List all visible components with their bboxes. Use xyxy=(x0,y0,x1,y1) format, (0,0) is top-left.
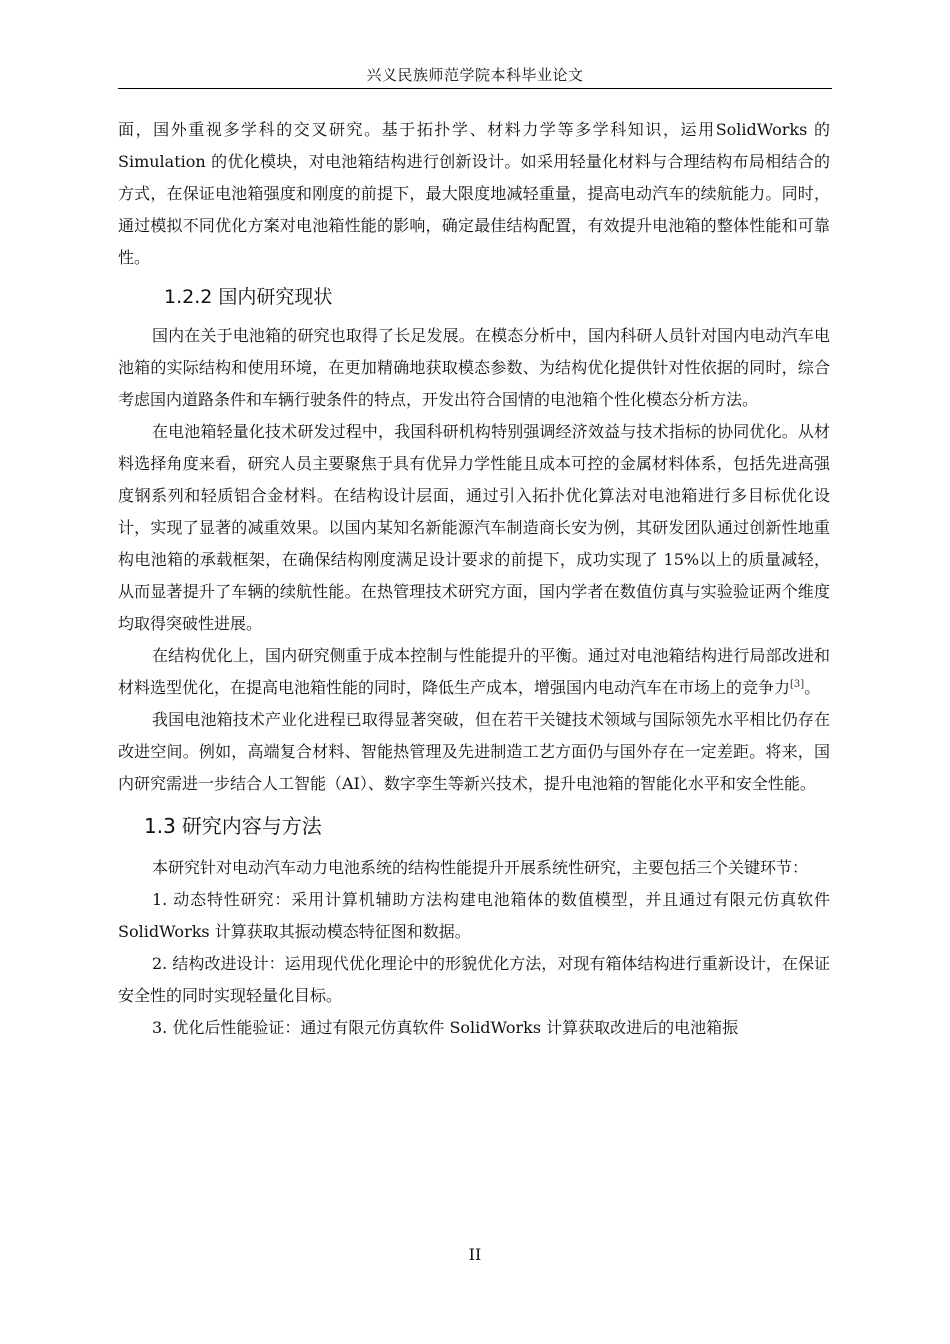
paragraph-text: 在结构优化上，国内研究侧重于成本控制与性能提升的平衡。通过对电池箱结构进行局部改进和材料选型优化，在提高电池箱性能的同时，降低生产成本，增强国内电动汽车在市场上的竞争力 xyxy=(118,646,830,697)
paragraph-end: 。 xyxy=(804,678,821,697)
section-heading-1-3 xyxy=(144,808,830,844)
list-item: 1. 动态特性研究：采用计算机辅助方法构建电池箱体的数值模型，并且通过有限元仿真软件 SolidWorks 计算获取其振动模态特征图和数据。 xyxy=(118,890,830,941)
section-title: 国内研究现状 xyxy=(218,286,333,308)
page-header xyxy=(118,64,832,89)
paragraph: 我国电池箱技术产业化进程已取得显著突破，但在若干关键技术领域与国际领先水平相比仍存在改进空间。例如，高端复合材料、智能热管理及先进制造工艺方面仍与国外存在一定差距。将来，国内研究需进一步结合人工智能（AI）、数字孪生等新兴技术，提升电池箱的智能化水平和安全性能。 xyxy=(118,710,830,793)
paragraph-with-citation xyxy=(118,640,830,704)
document-body xyxy=(118,114,830,1044)
section-number: 1.3 xyxy=(144,814,176,838)
intro-paragraph: 面，国外重视多学科的交叉研究。基于拓扑学、材料力学等多学科知识，运用SolidWorks 的 Simulation 的优化模块，对电池箱结构进行创新设计。如采用轻量化材料与合理结构布局相结合的方式，在保证电池箱强度和刚度的前提下，最大限度地减轻重量，提高电动汽车的续航能力。同时，通过模拟不同优化方案对电池箱性能的影响，确定最佳结构配置，有效提升电池箱的整体性能和可靠性。 xyxy=(118,120,830,267)
section-title: 研究内容与方法 xyxy=(181,814,322,838)
section-number: 1.2.2 xyxy=(164,286,213,308)
section-heading-1-2-2 xyxy=(164,280,830,314)
list-item: 2. 结构改进设计：运用现代优化理论中的形貌优化方法，对现有箱体结构进行重新设计，在保证安全性的同时实现轻量化目标。 xyxy=(118,954,830,1005)
page-number: II xyxy=(468,1245,482,1264)
paragraph: 国内在关于电池箱的研究也取得了长足发展。在模态分析中，国内科研人员针对国内电动汽车电池箱的实际结构和使用环境，在更加精确地获取模态参数、为结构优化提供针对性依据的同时，综合考虑国内道路条件和车辆行驶条件的特点，开发出符合国情的电池箱个性化模态分析方法。 xyxy=(118,326,830,409)
header-title: 兴义民族师范学院本科毕业论文 xyxy=(366,66,584,84)
paragraph: 在电池箱轻量化技术研发过程中，我国科研机构特别强调经济效益与技术指标的协同优化。从材料选择角度来看，研究人员主要聚焦于具有优异力学性能且成本可控的金属材料体系，包括先进高强度钢系列和轻质铝合金材料。在结构设计层面，通过引入拓扑优化算法对电池箱进行多目标优化设计，实现了显著的减重效果。以国内某知名新能源汽车制造商长安为例，其研发团队通过创新性地重构电池箱的承载框架，在确保结构刚度满足设计要求的前提下，成功实现了 15%以上的质量减轻，从而显著提升了车辆的续航性能。在热管理技术研究方面，国内学者在数值仿真与实验验证两个维度均取得突破性进展。 xyxy=(118,422,830,633)
list-item: 3. 优化后性能验证：通过有限元仿真软件 SolidWorks 计算获取改进后的电池箱振 xyxy=(152,1018,739,1037)
citation-reference[interactable]: [3] xyxy=(790,679,805,690)
paragraph: 本研究针对电动汽车动力电池系统的结构性能提升开展系统性研究，主要包括三个关键环节： xyxy=(152,858,809,877)
